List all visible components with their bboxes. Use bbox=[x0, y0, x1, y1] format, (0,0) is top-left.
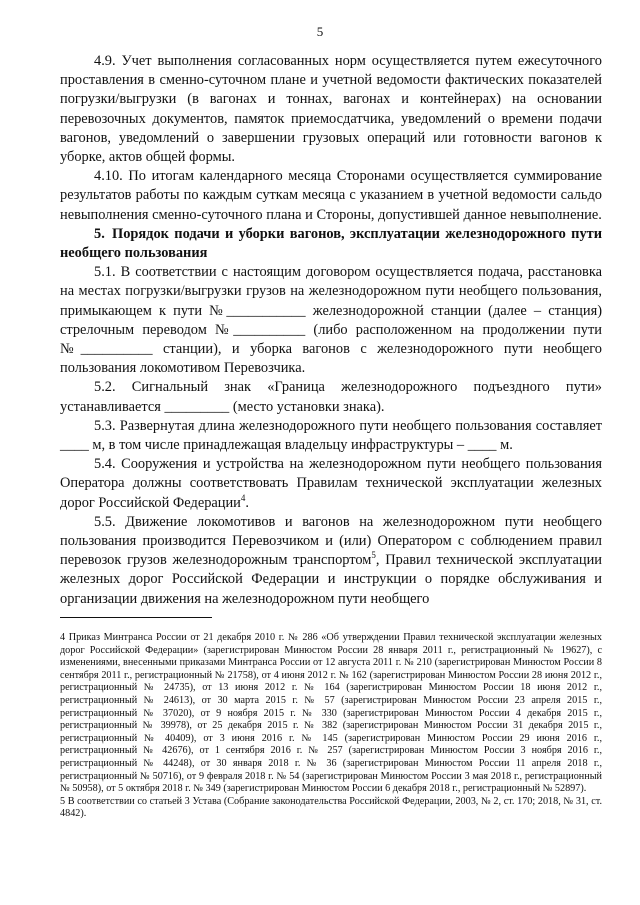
footnote-4: 4 Приказ Минтранса России от 21 декабря 2010 г. № 286 «Об утверждении Правил технической эксплуатации железных дорог Российской Федерации» (зарегистрирован Минюстом России 28 января 2011 г., регистрационный № 19627), с изменениями, внесенными приказами Минтранса России от 12 августа 2011 г. № 210 (зарегистрирован Минюстом России 8 сентября 2011 г., регистрационный № 21758), от 4 июня 2012 г. № 162 (зарегистрирован Минюстом России 28 июня 2012 г., регистрационный № 24735), от 13 июня 2012 г. № 164 (зарегистрирован Минюстом России 18 июня 2012 г., регистрационный № 24613), от 30 марта 2015 г. № 57 (зарегистрирован Минюстом России 23 апреля 2015 г., регистрационный № 37020), от 9 ноября 2015 г. № 330 (зарегистрирован Минюстом России 4 декабря 2015 г., регистрационный № 39978), от 25 декабря 2015 г. № 382 (зарегистрирован Минюстом России 31 декабря 2015 г., регистрационный № 40409), от 3 июня 2016 г. № 145 (зарегистрирован Минюстом России 29 июня 2016 г., регистрационный № 42676), от 1 сентября 2016 г. № 257 (зарегистрирован Минюстом России 3 ноября 2016 г., регистрационный № 44248), от 30 января 2018 г. № 36 (зарегистрирован Минюстом России 11 апреля 2018 г., регистрационный № 50716), от 9 февраля 2018 г. № 54 (зарегистрирован Минюстом России 3 мая 2018 г., регистрационный № 50958), от 5 октября 2018 г. № 349 (зарегистрирован Минюстом России 6 декабря 2018 г., регистрационный № 52897). bbox=[60, 632, 602, 795]
document-body bbox=[60, 52, 602, 609]
page-number: 5 bbox=[316, 24, 324, 39]
paragraph-5-5-text-b: , Правил технической эксплуатации железных дорог Российской Федерации и инструкции о порядке обслуживания и организации движения на железнодорожном пути необщего bbox=[60, 552, 602, 607]
paragraph-4-10: 4.10. По итогам календарного месяца Сторонами осуществляется суммирование результатов работы по каждым суткам месяца с указанием в учетной ведомости сальдо невыполнения сменно-суточного плана и Стороны, допустившей данное невыполнение. bbox=[60, 168, 602, 223]
section-number: 5. bbox=[94, 225, 105, 242]
footnotes bbox=[60, 632, 602, 821]
paragraph-5-4-text: 5.4. Сооружения и устройства на железнодорожном пути необщего пользования Оператора должны соответствовать Правилам технической эксплуатации железных дорог Российской Федерации bbox=[60, 456, 602, 511]
footnote-5: 5 В соответствии со статьей 3 Устава (Собрание законодательства Российской Федерации, 2003, № 2, ст. 170; 2018, № 31, ст. 4842). bbox=[60, 795, 602, 820]
section-title: Порядок подачи и уборки вагонов, эксплуатации железнодорожного пути необщего пользования bbox=[60, 225, 602, 262]
paragraph-5-4 bbox=[60, 455, 602, 513]
paragraph-5-4-end: . bbox=[245, 494, 249, 511]
section-5-heading bbox=[60, 225, 602, 263]
paragraph-5-3: 5.3. Развернутая длина железнодорожного пути необщего пользования составляет ____ м, в том числе принадлежащая владельцу инфраструктуры – ____ м. bbox=[60, 417, 602, 454]
footnote-separator bbox=[60, 617, 212, 618]
paragraph-5-5-text-a: 5.5. Движение локомотивов и вагонов на железнодорожном пути необщего пользования производится Перевозчиком и (или) Оператором с соблюдением правил перевозок грузов железнодорожным транспортом bbox=[60, 513, 602, 569]
paragraph-4-9: 4.9. Учет выполнения согласованных норм осуществляется путем ежесуточного проставления в сменно-суточном плане и учетной ведомости фактических показателей погрузки/выгрузки (в вагонах и тоннах, вагонах и контейнерах) на основании перевозочных документов, памяток приемосдатчика, уведомлений о времени подачи вагонов, уведомлений о завершении грузовых операций или готовности вагонов к уборке, актов общей формы. bbox=[60, 53, 602, 166]
paragraph-5-1: 5.1. В соответствии с настоящим договором осуществляется подача, расстановка на местах погрузки/выгрузки грузов на железнодорожном пути необщего пользования, примыкающем к пути №___________ железнодорожной станции (далее – станция) стрелочным переводом №__________ (либо расположенном на продолжении пути №__________ станции), и уборка вагонов с железнодорожного пути необщего пользования локомотивом Перевозчика. bbox=[60, 264, 602, 377]
footnote-ref-4[interactable]: 4 bbox=[240, 492, 246, 503]
footnote-ref-5[interactable]: 5 bbox=[371, 550, 376, 561]
paragraph-5-2: 5.2. Сигнальный знак «Граница железнодорожного подъездного пути» устанавливается _________ (место установки знака). bbox=[60, 379, 602, 415]
paragraph-5-5 bbox=[60, 513, 602, 609]
